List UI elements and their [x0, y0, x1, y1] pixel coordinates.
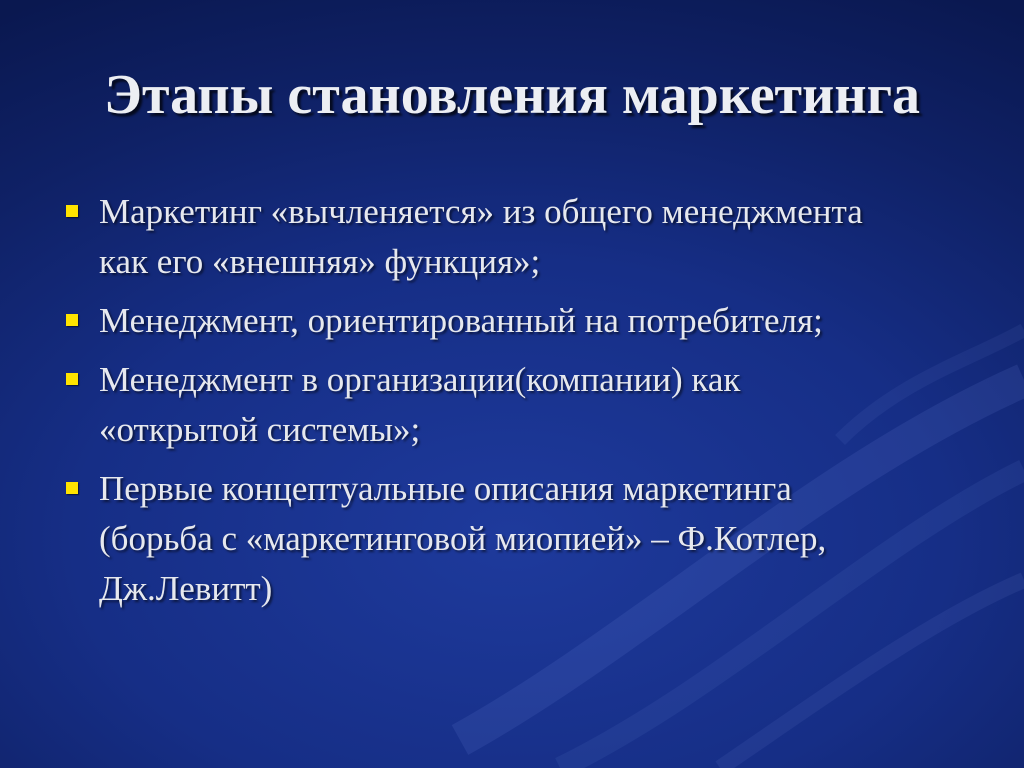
bullet-text-line: (борьба с «маркетинговой миопией» – Ф.Котлер, — [99, 519, 827, 558]
bullet-list — [62, 187, 962, 623]
bullet-item — [62, 296, 962, 346]
yellow-square-bullet-icon — [66, 205, 78, 217]
yellow-square-bullet-icon — [66, 314, 78, 326]
yellow-square-bullet-icon — [66, 373, 78, 385]
bullet-text-line: Первые концептуальные описания маркетинга — [99, 469, 792, 508]
bullet-text-line: как его «внешняя» функция»; — [99, 242, 541, 281]
bullet-text-line: Маркетинг «вычленяется» из общего менеджмента — [99, 192, 863, 231]
slide-title: Этапы становления маркетинга — [103, 64, 921, 126]
yellow-square-bullet-icon — [66, 482, 78, 494]
bullet-item — [62, 187, 962, 287]
bullet-text-line: «открытой системы»; — [99, 410, 421, 449]
bullet-text-line: Менеджмент в организации(компании) как — [99, 360, 741, 399]
bullet-text-line: Менеджмент, ориентированный на потребителя; — [99, 301, 823, 340]
bullet-item — [62, 464, 962, 614]
bullet-item — [62, 355, 962, 455]
bullet-text-line: Дж.Левитт) — [99, 569, 273, 608]
